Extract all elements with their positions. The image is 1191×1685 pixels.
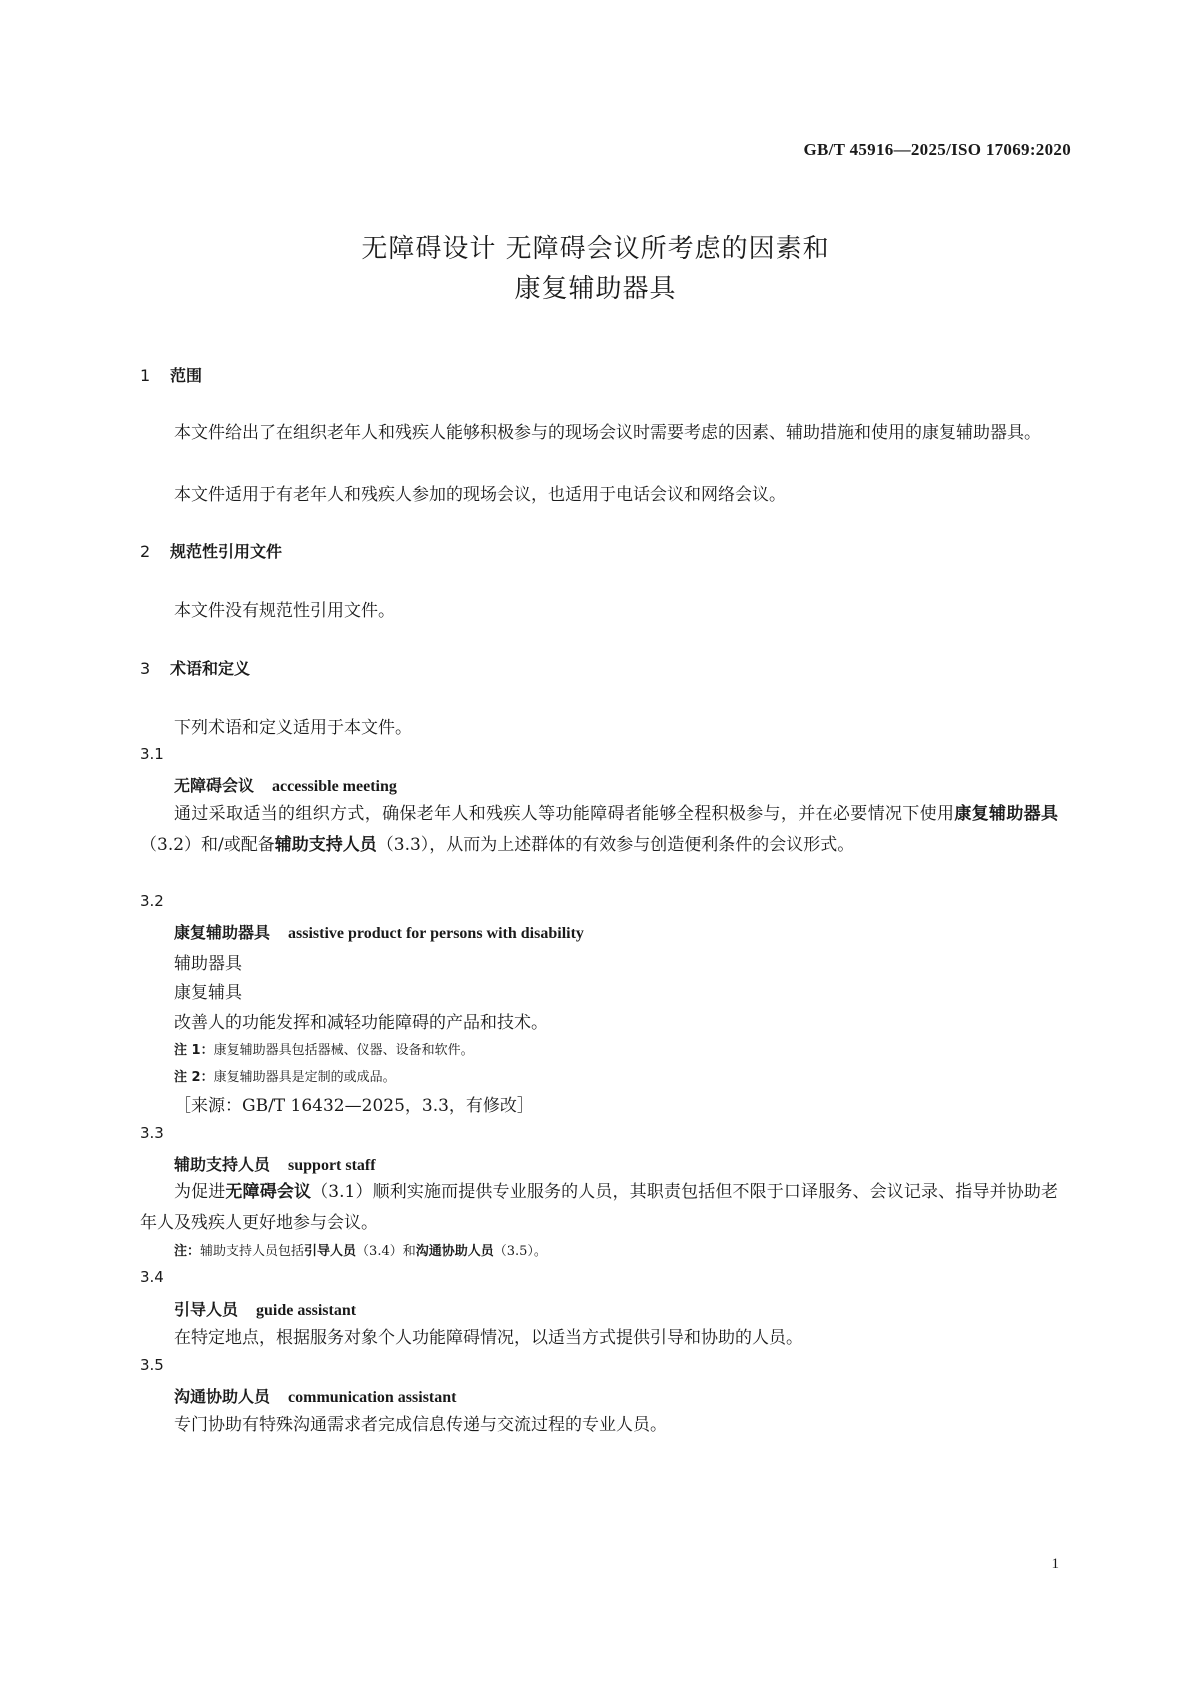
standard-code: GB/T 45916—2025/ISO 17069:2020 (803, 140, 1071, 159)
section-number: 1 (140, 366, 151, 385)
term-reference: 引导人员 (304, 1244, 357, 1259)
section-2-paragraph: 本文件没有规范性引用文件。 (174, 601, 395, 621)
term-3-1 (174, 773, 397, 796)
term-3-4 (174, 1297, 356, 1320)
section-3-heading (140, 656, 250, 679)
clause-3-3-number: 3.3 (140, 1124, 164, 1142)
term-reference: 沟通协助人员 (415, 1244, 494, 1259)
section-3-intro: 下列术语和定义适用于本文件。 (174, 718, 412, 738)
term-3-5 (174, 1384, 456, 1407)
term-3-2-definition: 改善人的功能发挥和减轻功能障碍的产品和技术。 (174, 1013, 548, 1033)
term-zh: 无障碍会议 (174, 776, 255, 795)
term-3-3 (174, 1152, 376, 1175)
term-en: accessible meeting (272, 778, 397, 795)
term-3-1-definition: 通过采取适当的组织方式，确保老年人和残疾人等功能障碍者能够全程积极参与，并在必要情况下使用康复辅助器具（3.2）和/或配备辅助支持人员（3.3），从而为上述群体的有效参与创造便利条件的会议形式。 (140, 804, 1059, 855)
clause-3-2-number: 3.2 (140, 892, 164, 910)
section-1-paragraph-1: 本文件给出了在组织老年人和残疾人能够积极参与的现场会议时需要考虑的因素、辅助措施和使用的康复辅助器具。 (174, 423, 1041, 443)
section-title: 术语和定义 (170, 659, 251, 678)
term-3-3-definition: 为促进无障碍会议（3.1）顺利实施而提供专业服务的人员，其职责包括但不限于口译服务、会议记录、指导并协助老年人及残疾人更好地参与会议。 (140, 1182, 1058, 1233)
note-1: 注 1：康复辅助器具包括器械、仪器、设备和软件。 (174, 1043, 474, 1058)
clause-3-4-number: 3.4 (140, 1268, 164, 1286)
clause-3-1-number: 3.1 (140, 745, 164, 763)
section-number: 2 (140, 542, 151, 561)
document-title-line2: 康复辅助器具 (514, 274, 677, 304)
source-citation: ［来源：GB/T 16432—2025，3.3，有修改］ (174, 1096, 534, 1116)
section-title: 规范性引用文件 (170, 542, 283, 561)
synonym-2: 康复辅具 (174, 983, 242, 1003)
page-number: 1 (1051, 1556, 1059, 1572)
term-zh: 辅助支持人员 (174, 1155, 271, 1174)
term-en: guide assistant (256, 1302, 357, 1319)
term-zh: 引导人员 (174, 1300, 239, 1319)
term-reference: 无障碍会议 (225, 1182, 312, 1202)
term-en: support staff (288, 1157, 376, 1174)
document-title-line1: 无障碍设计 无障碍会议所考虑的因素和 (361, 234, 830, 264)
term-zh: 沟通协助人员 (174, 1387, 271, 1406)
term-en: assistive product for persons with disability (288, 925, 584, 942)
term-zh: 康复辅助器具 (174, 923, 271, 942)
section-number: 3 (140, 659, 151, 678)
term-3-4-definition: 在特定地点，根据服务对象个人功能障碍情况，以适当方式提供引导和协助的人员。 (174, 1328, 803, 1348)
term-3-2 (174, 920, 584, 943)
term-reference: 康复辅助器具 (954, 804, 1059, 824)
note-2: 注 2：康复辅助器具是定制的或成品。 (174, 1070, 396, 1085)
section-1-heading (140, 363, 202, 386)
term-reference: 辅助支持人员 (274, 835, 377, 855)
section-1-paragraph-2: 本文件适用于有老年人和残疾人参加的现场会议，也适用于电话会议和网络会议。 (174, 485, 786, 505)
term-3-5-definition: 专门协助有特殊沟通需求者完成信息传递与交流过程的专业人员。 (174, 1415, 667, 1435)
clause-3-5-number: 3.5 (140, 1356, 164, 1374)
section-title: 范围 (170, 366, 203, 385)
term-en: communication assistant (288, 1389, 457, 1406)
note-3-3: 注：辅助支持人员包括引导人员（3.4）和沟通协助人员（3.5）。 (174, 1244, 547, 1259)
section-2-heading (140, 539, 282, 562)
synonym-1: 辅助器具 (174, 954, 242, 974)
